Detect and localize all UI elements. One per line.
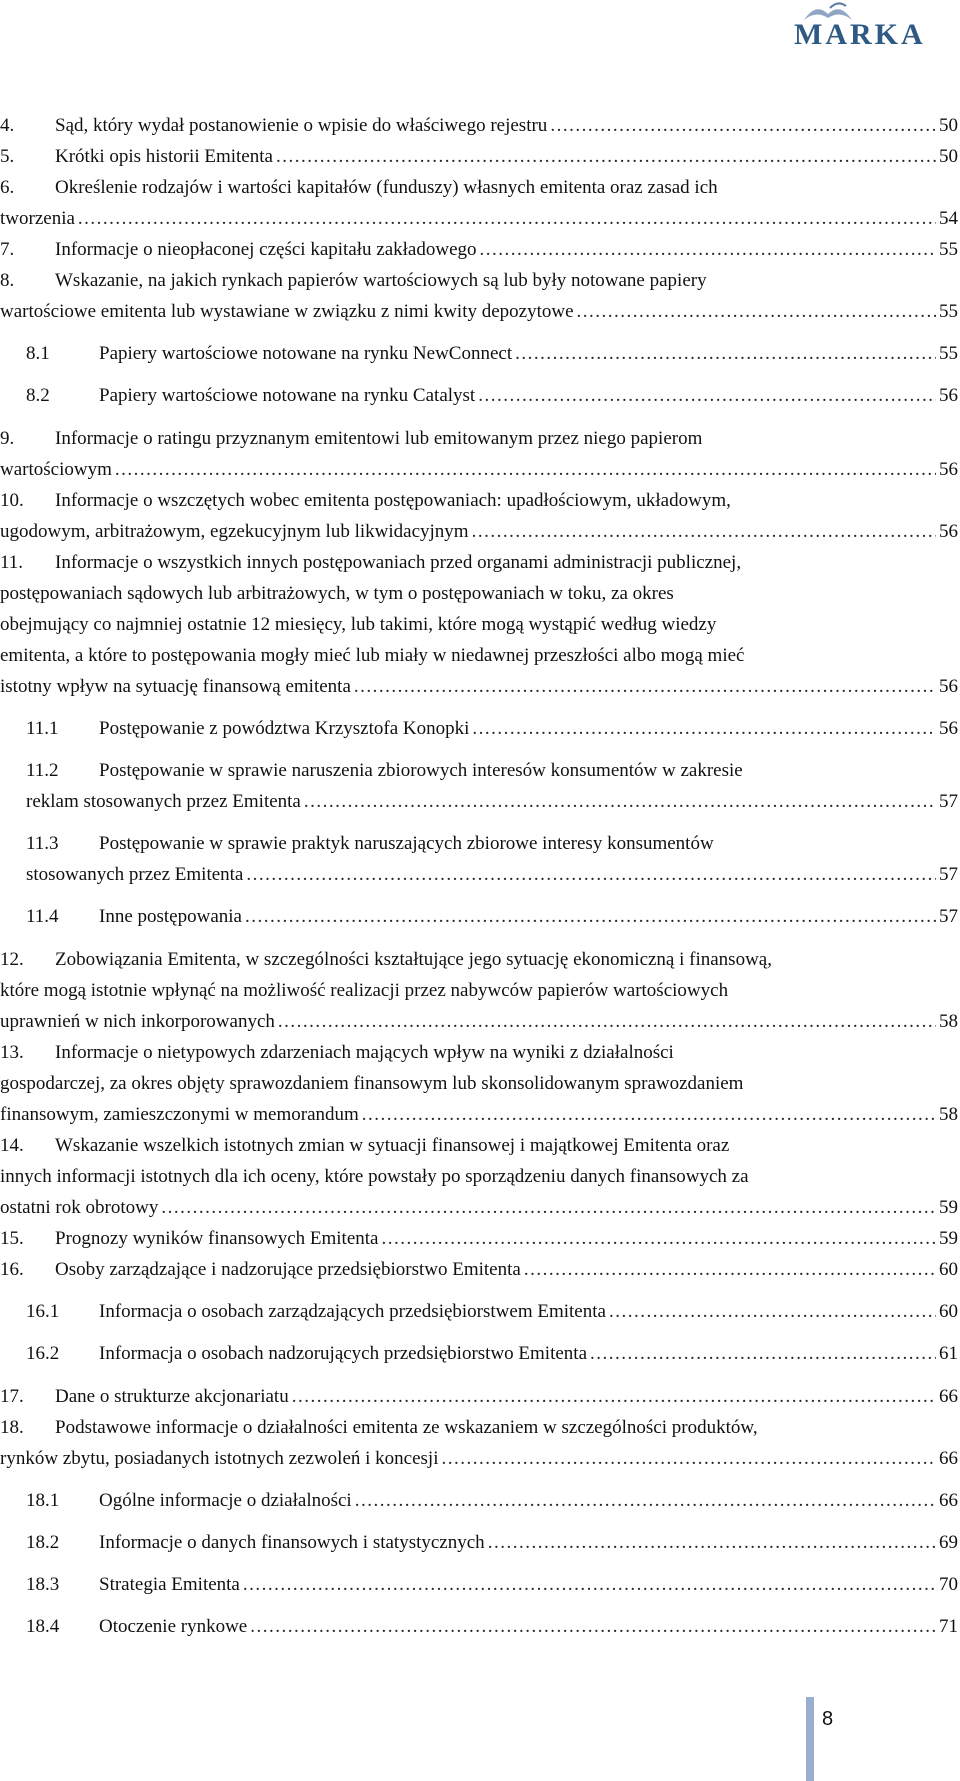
toc-page-number: 70 bbox=[939, 1574, 958, 1595]
toc-title: Strategia Emitenta bbox=[99, 1574, 240, 1595]
logo-text: MARKA bbox=[794, 18, 926, 51]
toc-title: istotny wpływ na sytuację finansową emitenta bbox=[0, 676, 351, 697]
toc-title: które mogą istotnie wpłynąć na możliwość realizacji przez nabywców papierów wartościowych bbox=[0, 980, 729, 1001]
toc-title: Postępowanie w sprawie praktyk naruszających zbiorowe interesy konsumentów bbox=[99, 833, 714, 854]
toc-entry[interactable] bbox=[0, 1527, 958, 1558]
toc-entry[interactable] bbox=[0, 338, 958, 369]
toc-number: 18.2 bbox=[26, 1532, 60, 1553]
toc-leader-dots bbox=[278, 1006, 936, 1037]
toc-page-number: 57 bbox=[939, 791, 958, 812]
toc-title: wartościowe emitenta lub wystawiane w związku z nimi kwity depozytowe bbox=[0, 301, 574, 322]
toc-leader-dots bbox=[354, 671, 936, 702]
toc-title: reklam stosowanych przez Emitenta bbox=[26, 791, 301, 812]
toc-entry[interactable] bbox=[0, 547, 958, 702]
toc-leader-dots bbox=[243, 1569, 936, 1600]
toc-leader-dots bbox=[472, 713, 936, 744]
header-logo bbox=[788, 0, 948, 62]
toc-page-number: 50 bbox=[939, 146, 958, 167]
toc-title: Krótki opis historii Emitenta bbox=[55, 146, 273, 167]
toc-number: 9. bbox=[0, 428, 15, 449]
toc-title: Informacje o nieopłaconej części kapitału zakładowego bbox=[55, 239, 477, 260]
toc-title: Informacje o ratingu przyznanym emitentowi lub emitowanym przez niego papierom bbox=[55, 428, 703, 449]
toc-entry[interactable] bbox=[0, 1296, 958, 1327]
toc-page-number: 57 bbox=[939, 864, 958, 885]
toc-title: Informacje o danych finansowych i statystycznych bbox=[99, 1532, 485, 1553]
toc-title: Postępowanie z powództwa Krzysztofa Konopki bbox=[99, 718, 470, 739]
toc-title: Otoczenie rynkowe bbox=[99, 1616, 248, 1637]
toc-title: Papiery wartościowe notowane na rynku Catalyst bbox=[99, 385, 476, 406]
toc-entry[interactable] bbox=[0, 1254, 958, 1285]
toc-leader-dots bbox=[488, 1527, 936, 1558]
toc-page-number: 55 bbox=[939, 239, 958, 260]
toc-page-number: 54 bbox=[939, 208, 958, 229]
toc-entry[interactable] bbox=[0, 1223, 958, 1254]
toc-leader-dots bbox=[441, 1443, 936, 1474]
toc-page-number: 50 bbox=[939, 115, 958, 136]
toc-leader-dots bbox=[78, 203, 936, 234]
toc-number: 8.1 bbox=[26, 343, 50, 364]
toc-title: Postępowanie w sprawie naruszenia zbiorowych interesów konsumentów w zakresie bbox=[99, 760, 743, 781]
toc-leader-dots bbox=[480, 234, 937, 265]
page-number: 8 bbox=[822, 1708, 834, 1730]
toc-page-number: 55 bbox=[939, 343, 958, 364]
toc-title: Podstawowe informacje o działalności emitenta ze wskazaniem w szczególności produktów, bbox=[55, 1417, 758, 1438]
toc-title: wartościowym bbox=[0, 459, 112, 480]
toc-number: 11.1 bbox=[26, 718, 59, 739]
toc-number: 18. bbox=[0, 1417, 24, 1438]
toc-leader-dots bbox=[355, 1485, 936, 1516]
toc-title: Informacja o osobach nadzorujących przedsiębiorstwo Emitenta bbox=[99, 1343, 588, 1364]
toc-entry[interactable] bbox=[0, 110, 958, 141]
toc-title: stosowanych przez Emitenta bbox=[26, 864, 244, 885]
toc-page-number: 57 bbox=[939, 906, 958, 927]
toc-number: 15. bbox=[0, 1228, 24, 1249]
toc-entry[interactable] bbox=[0, 713, 958, 744]
toc-number: 18.1 bbox=[26, 1490, 60, 1511]
toc-title: Informacje o wszystkich innych postępowaniach przed organami administracji publicznej, bbox=[55, 552, 742, 573]
toc-title: finansowym, zamieszczonymi w memorandum bbox=[0, 1104, 359, 1125]
toc-entry[interactable] bbox=[0, 172, 958, 234]
toc-title: gospodarczej, za okres objęty sprawozdaniem finansowym lub skonsolidowanym sprawozdaniem bbox=[0, 1073, 744, 1094]
toc-entry[interactable] bbox=[0, 234, 958, 265]
toc-entry[interactable] bbox=[0, 141, 958, 172]
toc-entry[interactable] bbox=[0, 1037, 958, 1130]
toc-page-number: 56 bbox=[939, 718, 958, 739]
toc-title: Ogólne informacje o działalności bbox=[99, 1490, 352, 1511]
toc-entry[interactable] bbox=[0, 1412, 958, 1474]
toc-title: Informacja o osobach zarządzających przedsiębiorstwem Emitenta bbox=[99, 1301, 606, 1322]
toc-number: 16.1 bbox=[26, 1301, 60, 1322]
toc-page-number: 61 bbox=[939, 1343, 958, 1364]
toc-page-number: 59 bbox=[939, 1228, 958, 1249]
toc-entry[interactable] bbox=[0, 380, 958, 411]
toc-page-number: 66 bbox=[939, 1448, 958, 1469]
toc-number: 13. bbox=[0, 1042, 24, 1063]
toc-number: 16. bbox=[0, 1259, 24, 1280]
toc-title: innych informacji istotnych dla ich oceny, które powstały po sporządzeniu danych finansowych za bbox=[0, 1166, 749, 1187]
table-of-contents bbox=[0, 110, 958, 1654]
toc-entry[interactable] bbox=[0, 1611, 958, 1642]
footer-accent-bar bbox=[806, 1697, 814, 1781]
toc-leader-dots bbox=[515, 338, 936, 369]
toc-leader-dots bbox=[115, 454, 936, 485]
toc-title: Zobowiązania Emitenta, w szczególności kształtujące jego sytuację ekonomiczną i finansową, bbox=[55, 949, 772, 970]
toc-title: Papiery wartościowe notowane na rynku NewConnect bbox=[99, 343, 513, 364]
toc-title: Informacje o nietypowych zdarzeniach mających wpływ na wyniki z działalności bbox=[55, 1042, 674, 1063]
toc-entry[interactable] bbox=[0, 1338, 958, 1369]
toc-entry[interactable] bbox=[0, 1569, 958, 1600]
toc-entry[interactable] bbox=[0, 485, 958, 547]
toc-page-number: 58 bbox=[939, 1104, 958, 1125]
toc-leader-dots bbox=[478, 380, 936, 411]
toc-leader-dots bbox=[590, 1338, 936, 1369]
toc-leader-dots bbox=[609, 1296, 936, 1327]
toc-number: 11.3 bbox=[26, 833, 59, 854]
toc-title: Określenie rodzajów i wartości kapitałów (funduszy) własnych emitenta oraz zasad ich bbox=[55, 177, 718, 198]
toc-number: 12. bbox=[0, 949, 24, 970]
toc-title: rynków zbytu, posiadanych istotnych zezwoleń i koncesji bbox=[0, 1448, 439, 1469]
toc-title: obejmujący co najmniej ostatnie 12 miesięcy, lub takimi, które mogą wystąpić według wiedzy bbox=[0, 614, 717, 635]
toc-title: Sąd, który wydał postanowienie o wpisie do właściwego rejestru bbox=[55, 115, 548, 136]
toc-number: 7. bbox=[0, 239, 15, 260]
toc-title: ugodowym, arbitrażowym, egzekucyjnym lub likwidacyjnym bbox=[0, 521, 469, 542]
toc-leader-dots bbox=[362, 1099, 936, 1130]
toc-title: Wskazanie, na jakich rynkach papierów wartościowych są lub były notowane papiery bbox=[55, 270, 707, 291]
toc-page-number: 56 bbox=[939, 385, 958, 406]
toc-entry[interactable] bbox=[0, 423, 958, 485]
toc-number: 5. bbox=[0, 146, 15, 167]
toc-leader-dots bbox=[304, 786, 936, 817]
toc-title: ostatni rok obrotowy bbox=[0, 1197, 159, 1218]
toc-title: Informacje o wszczętych wobec emitenta postępowaniach: upadłościowym, układowym, bbox=[55, 490, 731, 511]
toc-number: 8.2 bbox=[26, 385, 50, 406]
toc-title: Prognozy wyników finansowych Emitenta bbox=[55, 1228, 379, 1249]
toc-title: Dane o strukturze akcjonariatu bbox=[55, 1386, 289, 1407]
toc-number: 10. bbox=[0, 490, 24, 511]
toc-page-number: 69 bbox=[939, 1532, 958, 1553]
toc-page-number: 66 bbox=[939, 1490, 958, 1511]
toc-title: Inne postępowania bbox=[99, 906, 242, 927]
toc-page-number: 71 bbox=[939, 1616, 958, 1637]
toc-number: 17. bbox=[0, 1386, 24, 1407]
toc-number: 18.3 bbox=[26, 1574, 60, 1595]
toc-page-number: 60 bbox=[939, 1301, 958, 1322]
toc-leader-dots bbox=[246, 859, 936, 890]
toc-page-number: 56 bbox=[939, 676, 958, 697]
toc-number: 8. bbox=[0, 270, 15, 291]
toc-entry[interactable] bbox=[0, 265, 958, 327]
toc-title: postępowaniach sądowych lub arbitrażowych, w tym o postępowaniach w toku, za okres bbox=[0, 583, 674, 604]
toc-entry[interactable] bbox=[0, 828, 958, 890]
toc-title: Wskazanie wszelkich istotnych zmian w sytuacji finansowej i majątkowej Emitenta oraz bbox=[55, 1135, 730, 1156]
toc-leader-dots bbox=[161, 1192, 936, 1223]
toc-leader-dots bbox=[524, 1254, 936, 1285]
toc-page-number: 58 bbox=[939, 1011, 958, 1032]
toc-entry[interactable] bbox=[0, 755, 958, 817]
toc-entry[interactable] bbox=[0, 944, 958, 1037]
toc-leader-dots bbox=[276, 141, 936, 172]
toc-leader-dots bbox=[250, 1611, 936, 1642]
toc-number: 16.2 bbox=[26, 1343, 60, 1364]
toc-number: 11. bbox=[0, 552, 24, 573]
toc-title: tworzenia bbox=[0, 208, 75, 229]
toc-page-number: 60 bbox=[939, 1259, 958, 1280]
toc-title: emitenta, a które to postępowania mogły mieć lub miały w niedawnej przeszłości albo mogą mieć bbox=[0, 645, 745, 666]
toc-number: 14. bbox=[0, 1135, 24, 1156]
toc-leader-dots bbox=[381, 1223, 936, 1254]
toc-entry[interactable] bbox=[0, 1130, 958, 1223]
toc-leader-dots bbox=[292, 1381, 936, 1412]
toc-page-number: 56 bbox=[939, 521, 958, 542]
toc-page-number: 55 bbox=[939, 301, 958, 322]
toc-leader-dots bbox=[550, 110, 936, 141]
toc-entry[interactable] bbox=[0, 901, 958, 932]
toc-page-number: 59 bbox=[939, 1197, 958, 1218]
toc-leader-dots bbox=[472, 516, 936, 547]
toc-number: 11.2 bbox=[26, 760, 59, 781]
toc-number: 4. bbox=[0, 115, 15, 136]
toc-number: 11.4 bbox=[26, 906, 59, 927]
toc-page-number: 56 bbox=[939, 459, 958, 480]
toc-title: Osoby zarządzające i nadzorujące przedsiębiorstwo Emitenta bbox=[55, 1259, 521, 1280]
toc-leader-dots bbox=[577, 296, 936, 327]
toc-page-number: 66 bbox=[939, 1386, 958, 1407]
toc-number: 6. bbox=[0, 177, 15, 198]
toc-entry[interactable] bbox=[0, 1381, 958, 1412]
toc-number: 18.4 bbox=[26, 1616, 60, 1637]
toc-entry[interactable] bbox=[0, 1485, 958, 1516]
toc-leader-dots bbox=[245, 901, 936, 932]
toc-title: uprawnień w nich inkorporowanych bbox=[0, 1011, 275, 1032]
